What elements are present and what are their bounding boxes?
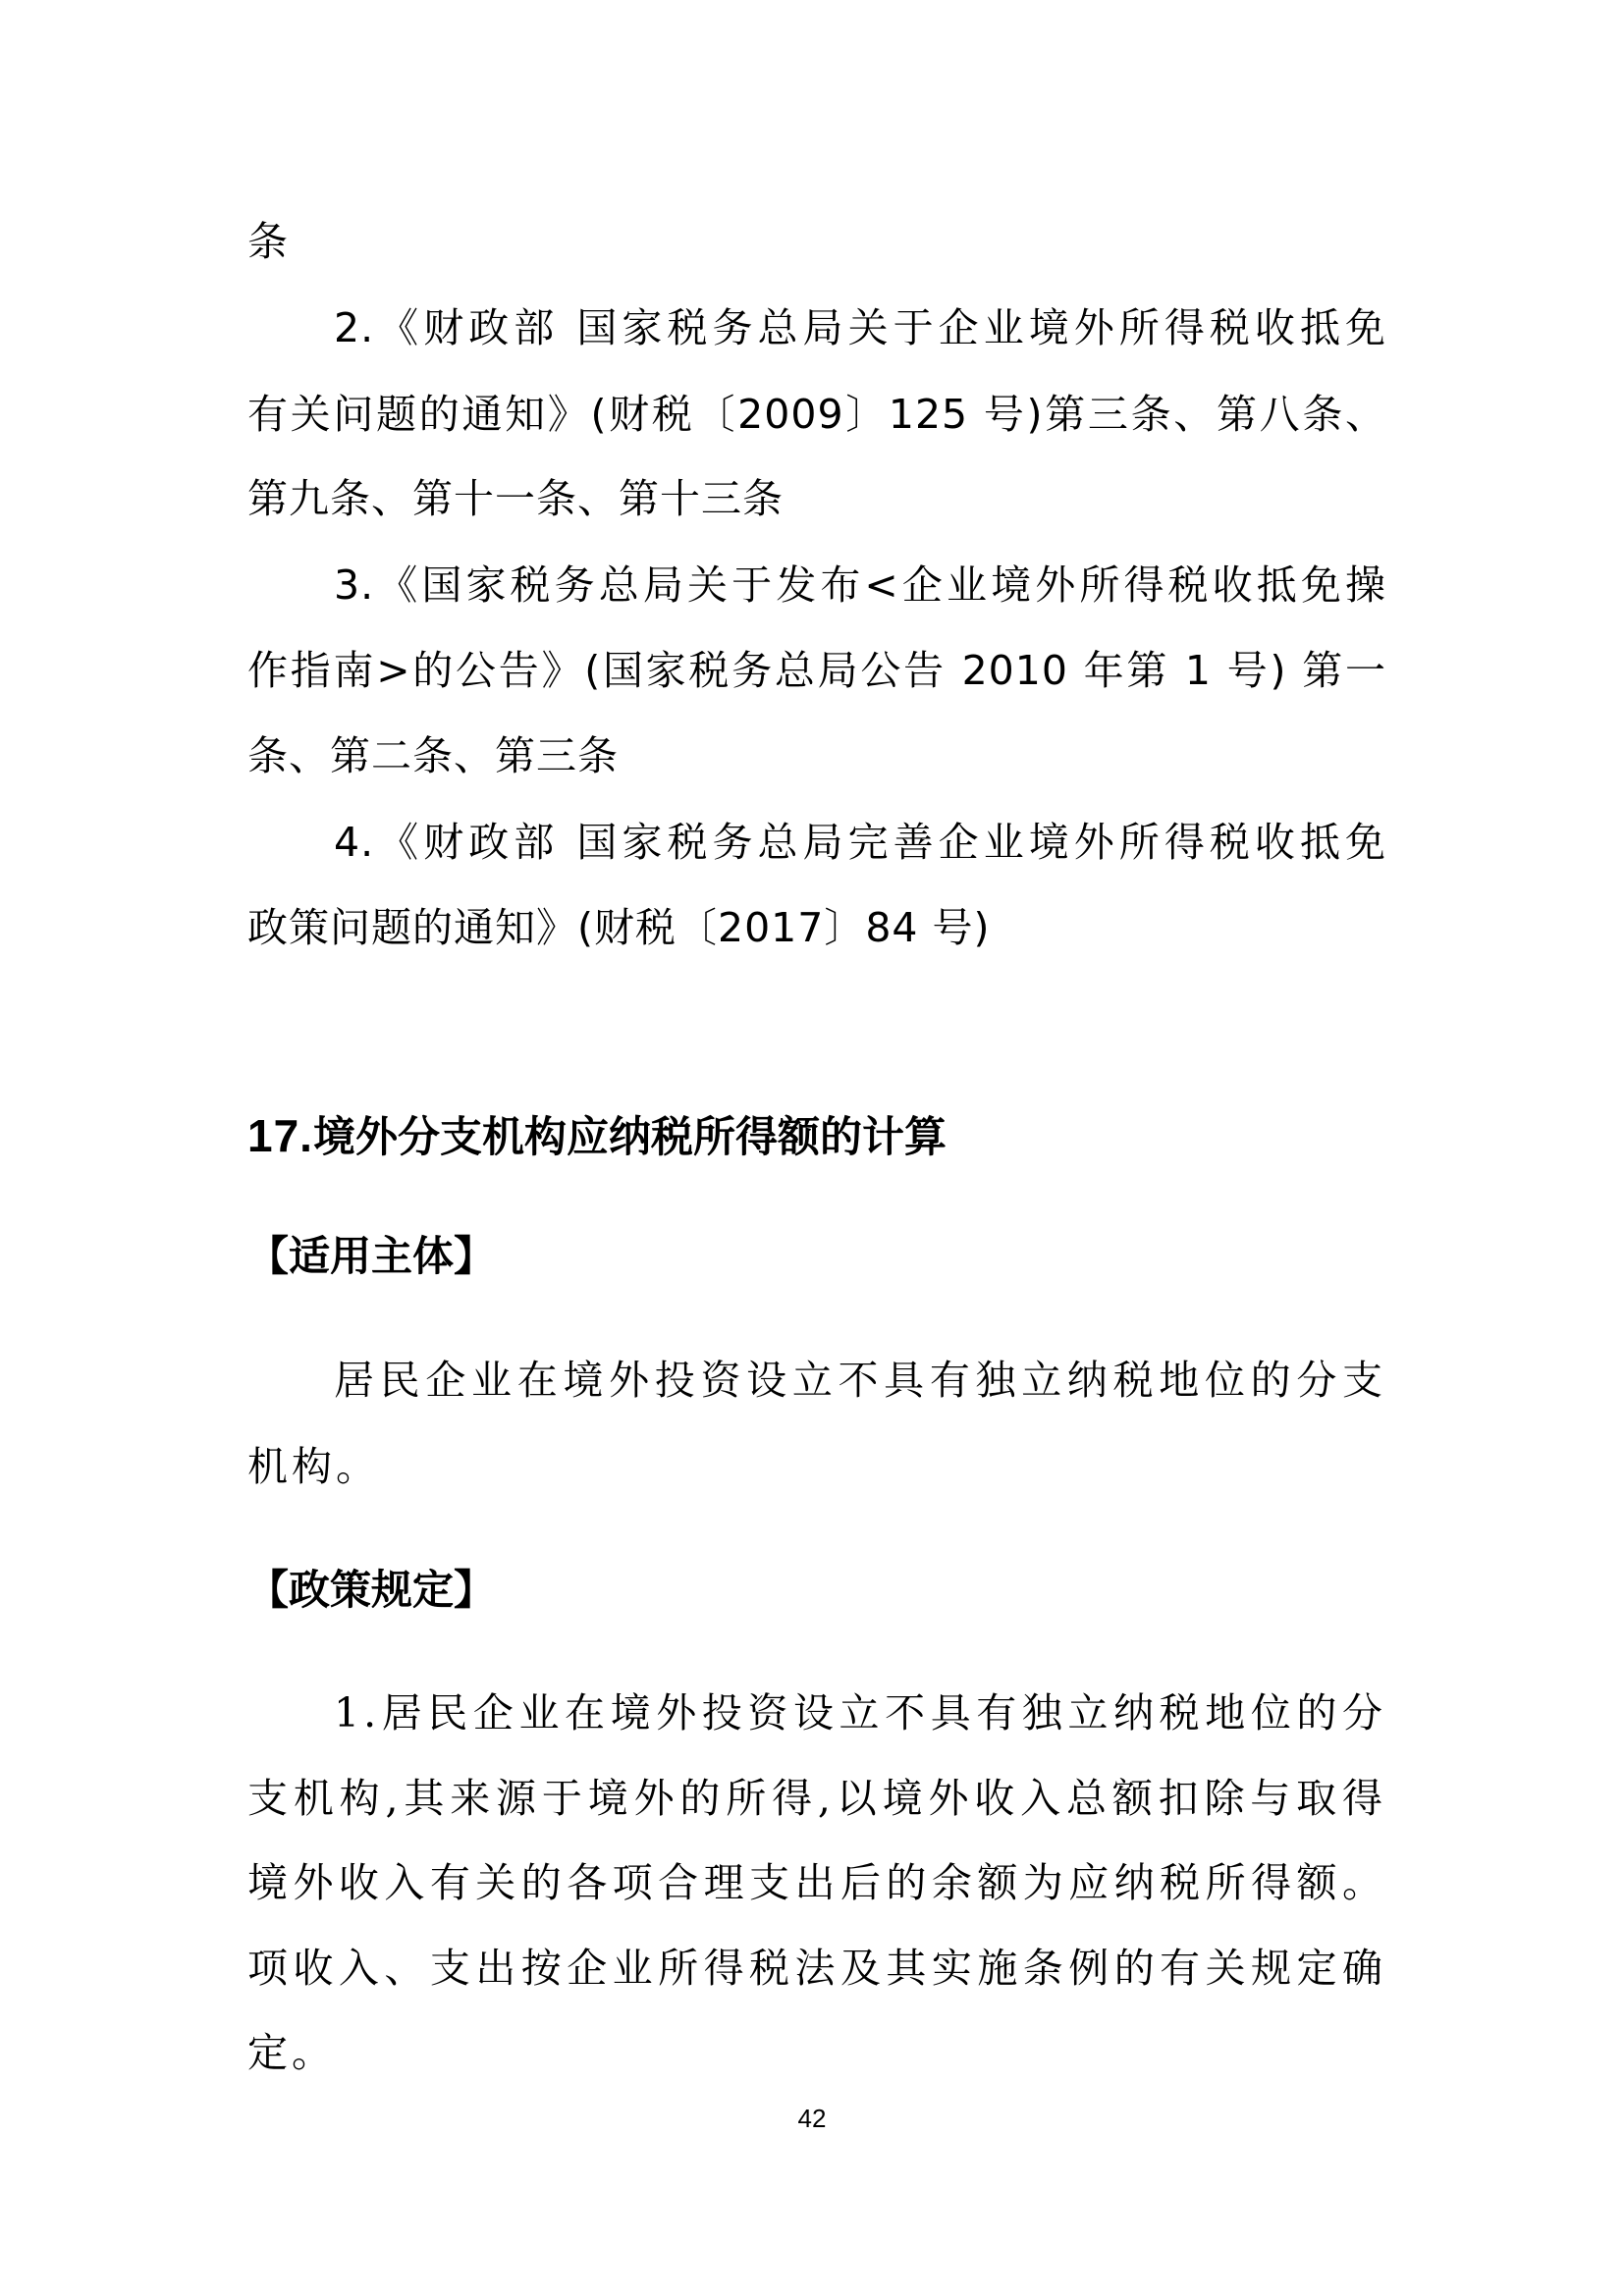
section-title: 境外分支机构应纳税所得额的计算 xyxy=(312,1113,947,1162)
reference-2-line-1: 2.《财政部 国家税务总局关于企业境外所得税收抵免 xyxy=(334,304,1386,351)
applicable-heading: 【适用主体】 xyxy=(247,1232,496,1280)
applicable-line-2: 机构。 xyxy=(247,1443,380,1490)
reference-4-line-2: 政策问题的通知》(财税〔2017〕84 号) xyxy=(247,904,991,951)
policy-line-4: 项收入、支出按企业所得税法及其实施条例的有关规定确 xyxy=(247,1945,1386,1992)
policy-heading: 【政策规定】 xyxy=(247,1566,496,1614)
section-heading xyxy=(247,1107,947,1166)
reference-4-line-1: 4.《财政部 国家税务总局完善企业境外所得税收抵免 xyxy=(334,819,1386,866)
policy-line-5: 定。 xyxy=(247,2029,336,2076)
reference-2-line-3: 第九条、第十一条、第十三条 xyxy=(247,475,784,522)
reference-3-line-1: 3.《国家税务总局关于发布<企业境外所得税收抵免操 xyxy=(334,561,1386,609)
applicable-line-1: 居民企业在境外投资设立不具有独立纳税地位的分支 xyxy=(334,1357,1386,1404)
reference-3-line-3: 条、第二条、第三条 xyxy=(247,732,619,779)
policy-line-2: 支机构,其来源于境外的所得,以境外收入总额扣除与取得 xyxy=(247,1775,1386,1822)
page-number: 42 xyxy=(797,2104,827,2133)
reference-2-line-2: 有关问题的通知》(财税〔2009〕125 号)第三条、第八条、 xyxy=(247,391,1386,438)
section-number: 17. xyxy=(247,1110,313,1161)
reference-3-line-2: 作指南>的公告》(国家税务总局公告 2010 年第 1 号) 第一 xyxy=(247,647,1386,694)
reference-tail-line: 条 xyxy=(247,218,289,265)
policy-line-1: 1.居民企业在境外投资设立不具有独立纳税地位的分 xyxy=(334,1689,1386,1736)
policy-line-3: 境外收入有关的各项合理支出后的余额为应纳税所得额。 xyxy=(247,1859,1386,1906)
